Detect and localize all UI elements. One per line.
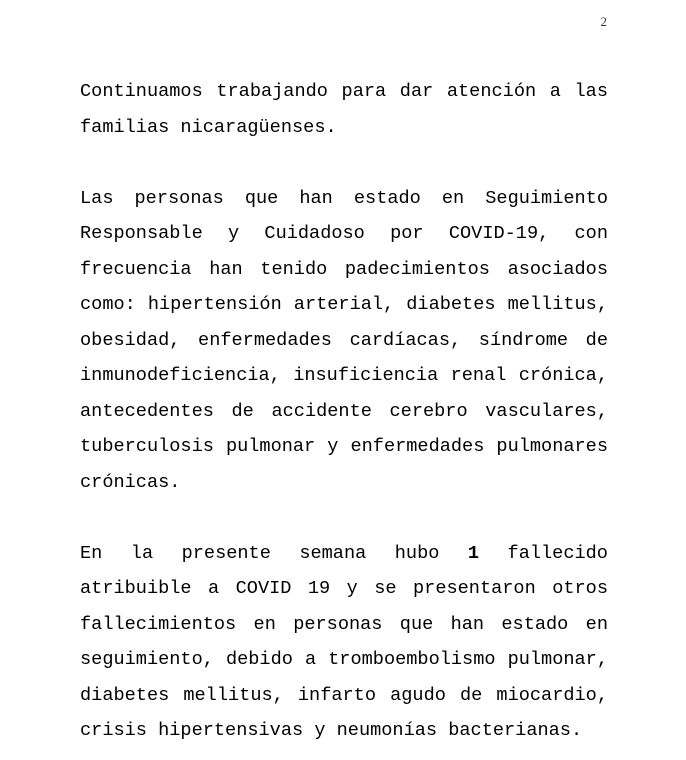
page-number: 2 [600, 14, 607, 29]
paragraph-deaths [80, 536, 608, 749]
document-body [80, 74, 608, 749]
paragraph-comorbidities: Las personas que han estado en Seguimiento Responsable y Cuidadoso por COVID-19, con frecuencia han tenido padecimientos asociados como: hipertensión arterial, diabetes mellitus, obesidad, enfermedades cardíacas, síndrome de inmunodeficiencia, insuficiencia renal crónica, antecedentes de accidente cerebro vasculares, tuberculosis pulmonar y enfermedades pulmonares crónicas. [80, 187, 608, 493]
paragraph-intro: Continuamos trabajando para dar atención a las familias nicaragüenses. [80, 81, 608, 138]
deaths-text-after: fallecido atribuible a COVID 19 y se presentaron otros fallecimientos en personas que han estado en seguimiento, debido a tromboembolismo pulmonar, diabetes mellitus, infarto agudo de miocardio, crisis hipertensivas y neumonías bacterianas. [80, 542, 608, 741]
deaths-count: 1 [467, 542, 480, 564]
deaths-text-before: En la presente semana hubo [80, 542, 440, 564]
